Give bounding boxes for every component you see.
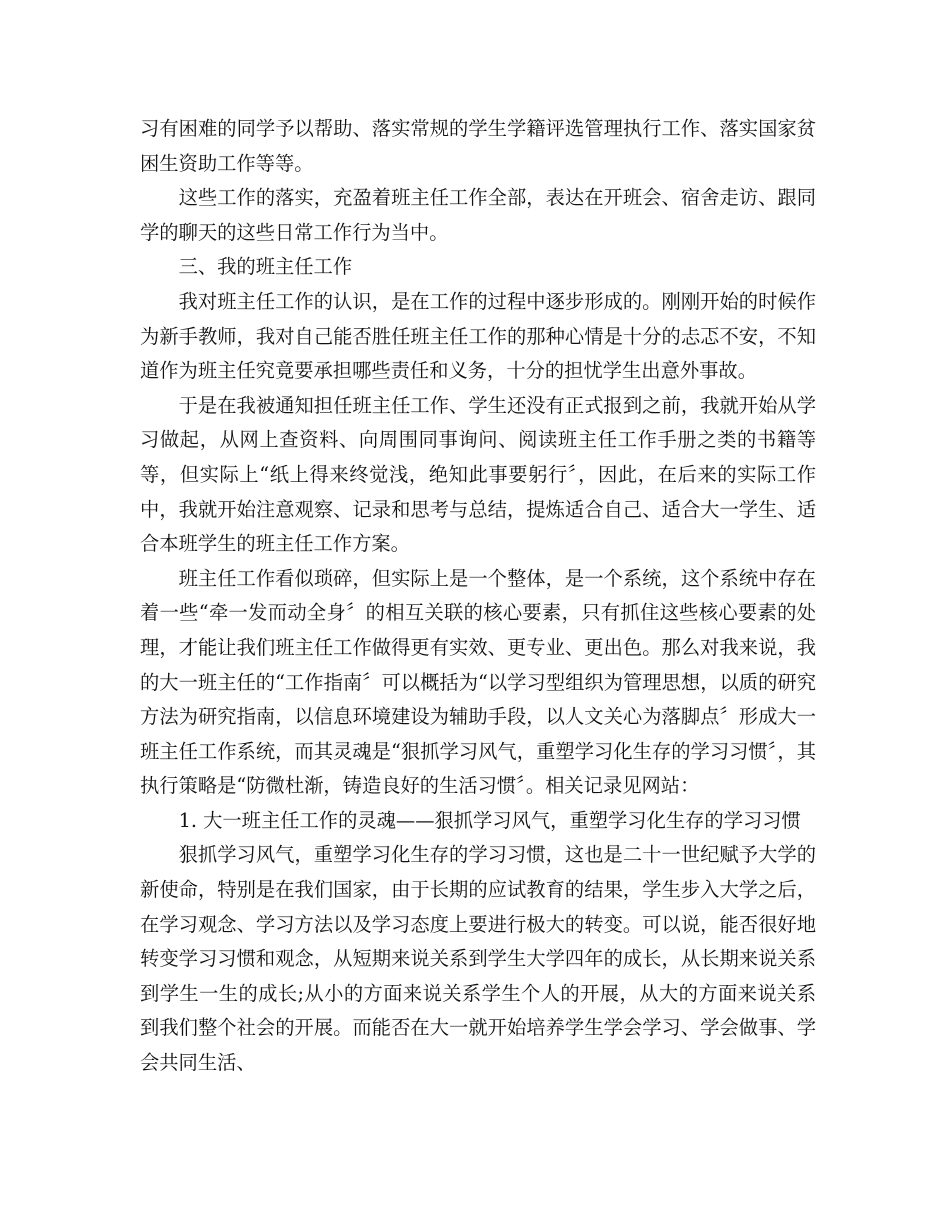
paragraph: 这些工作的落实，充盈着班主任工作全部，表达在开班会、宿舍走访、跟同学的聊天的这些日常工作行为当中。 [140, 186, 816, 244]
subsection-heading: 1. 大一班主任工作的灵魂——狠抓学习风气，重塑学习化生存的学习习惯 [178, 808, 801, 832]
paragraph: 于是在我被通知担任班主任工作、学生还没有正式报到之前，我就开始从学习做起，从网上查资料、向周围同事询问、阅读班主任工作手册之类的书籍等等，但实际上“纸上得来终觉浅，绝知此事要躬行〞，因此，在后来的实际工作中，我就开始注意观察、记录和思考与总结，提炼适合自己、适合大一学生、适合本班学生的班主任工作方案。 [140, 393, 816, 556]
paragraph: 班主任工作看似琐碎，但实际上是一个整体，是一个系统，这个系统中存在着一些“牵一发而动全身〞的相互关联的核心要素，只有抓住这些核心要素的处理，才能让我们班主任工作做得更有实效、更专业、更出色。那么对我来说，我的大一班主任的“工作指南〞可以概括为“以学习型组织为管理思想，以质的研究方法为研究指南，以信息环境建设为辅助手段，以人文关心为落脚点〞形成大一班主任工作系统，而其灵魂是“狠抓学习风气，重塑学习化生存的学习习惯〞，其执行策略是“防微杜渐，铸造良好的生活习惯〞。相关记录见网站： [140, 566, 816, 798]
paragraph-continued: 习有困难的同学予以帮助、落实常规的学生学籍评选管理执行工作、落实国家贫困生资助工作等等。 [140, 117, 816, 175]
section-heading: 三、我的班主任工作 [178, 255, 353, 279]
document-body [140, 112, 816, 1081]
paragraph: 狠抓学习风气，重塑学习化生存的学习习惯，这也是二十一世纪赋予大学的新使命，特别是在我们国家，由于长期的应试教育的结果，学生步入大学之后，在学习观念、学习方法以及学习态度上要进行极大的转变。可以说，能否很好地转变学习习惯和观念，从短期来说关系到学生大学四年的成长，从长期来说关系到学生一生的成长;从小的方面来说关系学生个人的开展，从大的方面来说关系到我们整个社会的开展。而能否在大一就开始培养学生学会学习、学会做事、学会共同生活、 [140, 843, 816, 1075]
paragraph: 我对班主任工作的认识，是在工作的过程中逐步形成的。刚刚开始的时候作为新手教师，我对自己能否胜任班主任工作的那种心情是十分的忐忑不安，不知道作为班主任究竟要承担哪些责任和义务，十分的担忧学生出意外事故。 [140, 289, 816, 383]
